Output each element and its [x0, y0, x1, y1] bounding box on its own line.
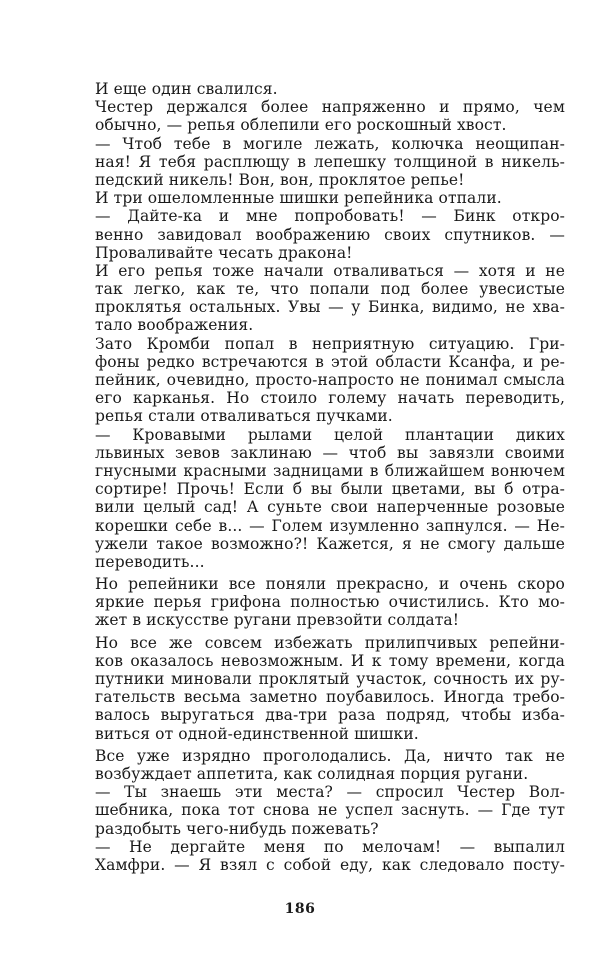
text-line: так легко, как те, что попали под более увесистые: [95, 280, 565, 299]
text-line: репья стали отваливаться пучками.: [95, 407, 393, 426]
text-line: фоны редко встречаются в этой области Ксанфа, и ре-: [95, 352, 565, 371]
text-line: И его репья тоже начали отваливаться — хотя и не: [95, 261, 565, 280]
text-line: — Дайте-ка и мне попробовать! — Бинк откро-: [95, 207, 565, 226]
text-line: проклятья остальных. Увы — у Бинка, видимо, не хва-: [95, 298, 565, 317]
text-line: — Не дергайте меня по мелочам! — выпалил: [95, 837, 565, 856]
text-line: — Ты знаешь эти места? — спросил Честер Вол-: [95, 783, 565, 802]
text-line: львиных зевов заклинаю — чтоб вы завязли своими: [95, 443, 565, 462]
text-line: ков оказалось невозможным. И к тому времени, когда: [95, 651, 565, 670]
text-line: раздобыть чего-нибудь пожевать?: [95, 819, 379, 838]
text-line: путники миновали проклятый участок, сочность их ру-: [95, 670, 565, 688]
page-text: [95, 80, 565, 874]
text-line: Проваливайте чесать дракона!: [95, 243, 353, 262]
text-line: И еще один свалился.: [95, 80, 278, 98]
text-line: педский никель! Вон, вон, проклятое репье!: [95, 170, 465, 189]
text-line: его карканья. Но стоило голему начать переводить,: [95, 389, 565, 408]
text-line: сортире! Прочь! Если б вы были цветами, вы б отра-: [95, 480, 565, 499]
text-line: виться от одной-единственной шишки.: [95, 724, 419, 743]
text-line: ная! Я тебя расплющу в лепешку толщиной в никель-: [95, 152, 565, 171]
text-line: пейник, очевидно, просто-напросто не понимал смысла: [95, 371, 565, 389]
text-line: гательств весьма заметно поубавилось. Иногда требо-: [95, 688, 565, 707]
text-line: яркие перья грифона полностью очистились. Кто мо-: [95, 593, 565, 612]
text-line: И три ошеломленные шишки репейника отпали.: [95, 189, 502, 208]
text-line: жет в искусстве ругани превзойти солдата!: [95, 611, 460, 630]
text-line: венно завидовал воображению своих спутников. —: [95, 225, 565, 244]
text-line: Хамфри. — Я взял с собой еду, как следовало посту-: [95, 855, 565, 874]
page-number: 186: [284, 901, 316, 917]
text-line: обычно, — репья облепили его роскошный хвост.: [95, 116, 507, 135]
text-line: Но все же совсем избежать прилипчивых репейни-: [95, 633, 565, 652]
text-line: Зато Кромби попал в неприятную ситуацию. Гри-: [95, 334, 565, 353]
text-line: шебника, пока тот снова не успел заснуть. — Где тут: [95, 801, 565, 820]
text-line: Честер держался более напряженно и прямо, чем: [95, 98, 565, 117]
text-line: переводить...: [95, 552, 205, 571]
text-line: корешки себе в... — Голем изумленно запнулся. — Не-: [95, 516, 565, 535]
text-line: — Чтоб тебе в могиле лежать, колючка неощипан-: [95, 134, 565, 153]
text-line: ужели такое возможно?! Кажется, я не смогу дальше: [95, 534, 565, 553]
text-line: возбуждает аппетита, как солидная порция ругани.: [95, 764, 529, 783]
text-line: Все уже изрядно проголодались. Да, ничто так не: [95, 746, 565, 765]
text-line: тало воображения.: [95, 316, 254, 335]
text-line: вили целый сад! А суньте свои наперченные розовые: [95, 498, 565, 517]
text-line: валось выругаться два-три раза подряд, чтобы изба-: [95, 706, 565, 725]
text-line: гнусными красными задницами в ближайшем вонючем: [95, 461, 565, 480]
text-line: — Кровавыми рылами целой плантации диких: [95, 425, 565, 444]
text-line: Но репейники все поняли прекрасно, и очень скоро: [95, 575, 565, 594]
